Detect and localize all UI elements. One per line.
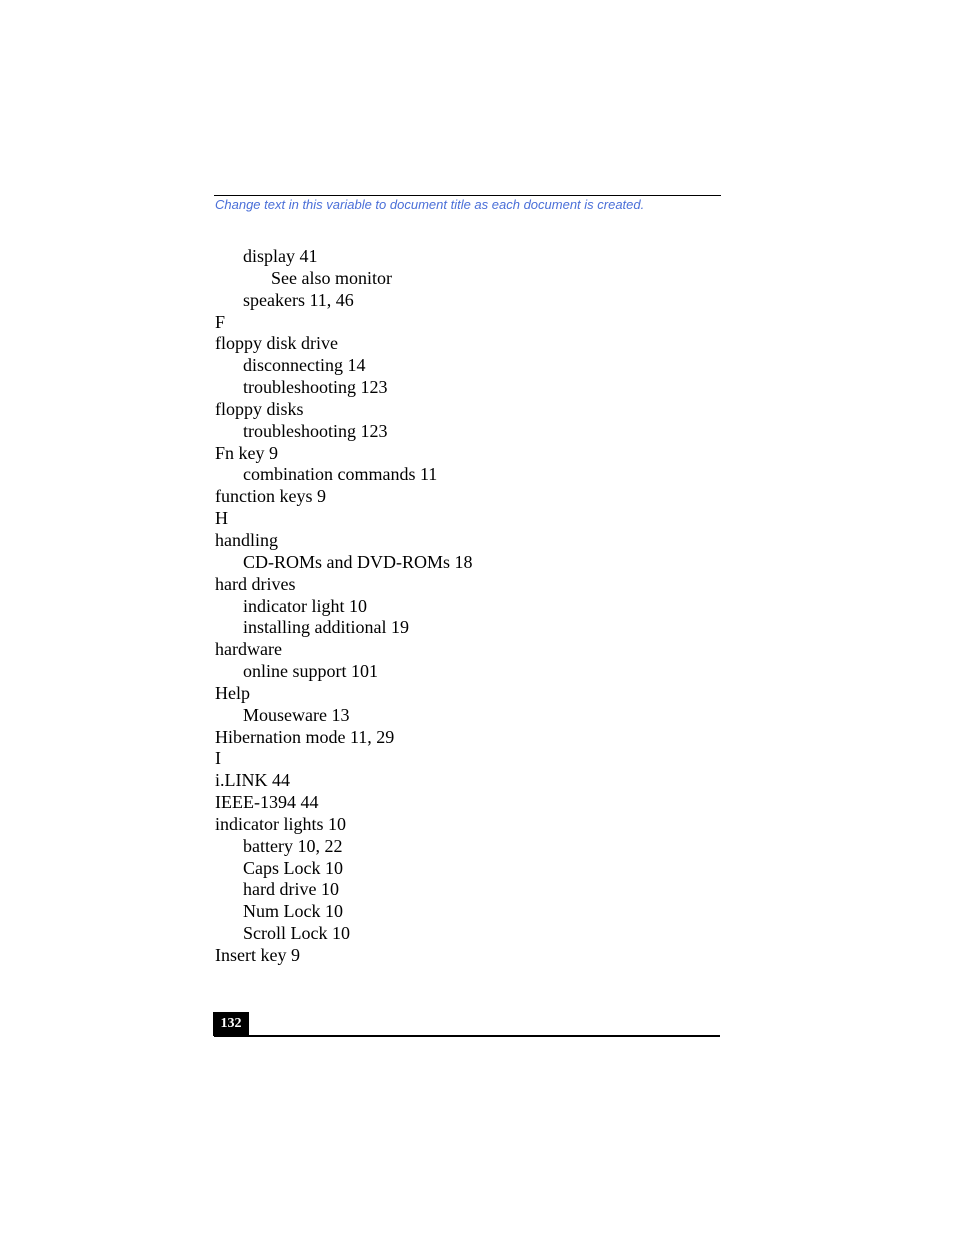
index-entry: troubleshooting 123 <box>243 420 388 441</box>
index-entry: hardware <box>215 639 282 660</box>
index-entry: Scroll Lock 10 <box>243 923 350 944</box>
index-entry: display 41 <box>243 246 318 266</box>
index-list <box>215 246 473 967</box>
index-entry: hard drives <box>215 573 296 594</box>
index-entry: online support 101 <box>243 661 378 682</box>
index-entry: F <box>215 311 226 332</box>
index-entry: H <box>215 508 228 529</box>
index-entry: floppy disks <box>215 398 304 419</box>
index-entry: CD-ROMs and DVD-ROMs 18 <box>243 551 473 572</box>
index-entry: Insert key 9 <box>215 945 300 965</box>
index-entry: Num Lock 10 <box>243 901 343 922</box>
index-entry: Caps Lock 10 <box>243 857 343 878</box>
index-entry: floppy disk drive <box>215 333 338 354</box>
index-entry: Help <box>215 682 250 703</box>
index-entry: IEEE-1394 44 <box>215 792 319 813</box>
page-number-badge: 132 <box>213 1012 249 1036</box>
index-entry: handling <box>215 529 278 550</box>
index-entry: troubleshooting 123 <box>243 377 388 398</box>
index-entry: hard drive 10 <box>243 879 339 900</box>
running-header-title: Change text in this variable to document title as each document is created. <box>215 197 645 212</box>
index-entry: disconnecting 14 <box>243 355 366 376</box>
header-rule <box>214 195 721 196</box>
index-entry: Mouseware 13 <box>243 704 350 725</box>
index-entry: indicator light 10 <box>243 595 367 616</box>
footer-rule <box>214 1035 720 1037</box>
index-entry: speakers 11, 46 <box>243 289 354 310</box>
index-entry: combination commands 11 <box>243 464 438 485</box>
index-entry: function keys 9 <box>215 486 326 507</box>
index-entry: installing additional 19 <box>243 617 409 638</box>
index-entry: I <box>215 748 221 769</box>
index-entry: See also monitor <box>271 267 392 288</box>
index-entry: i.LINK 44 <box>215 770 290 791</box>
index-entry: Fn key 9 <box>215 442 278 463</box>
index-entry: indicator lights 10 <box>215 813 346 834</box>
index-entry: Hibernation mode 11, 29 <box>215 726 395 747</box>
index-entry: battery 10, 22 <box>243 835 343 856</box>
